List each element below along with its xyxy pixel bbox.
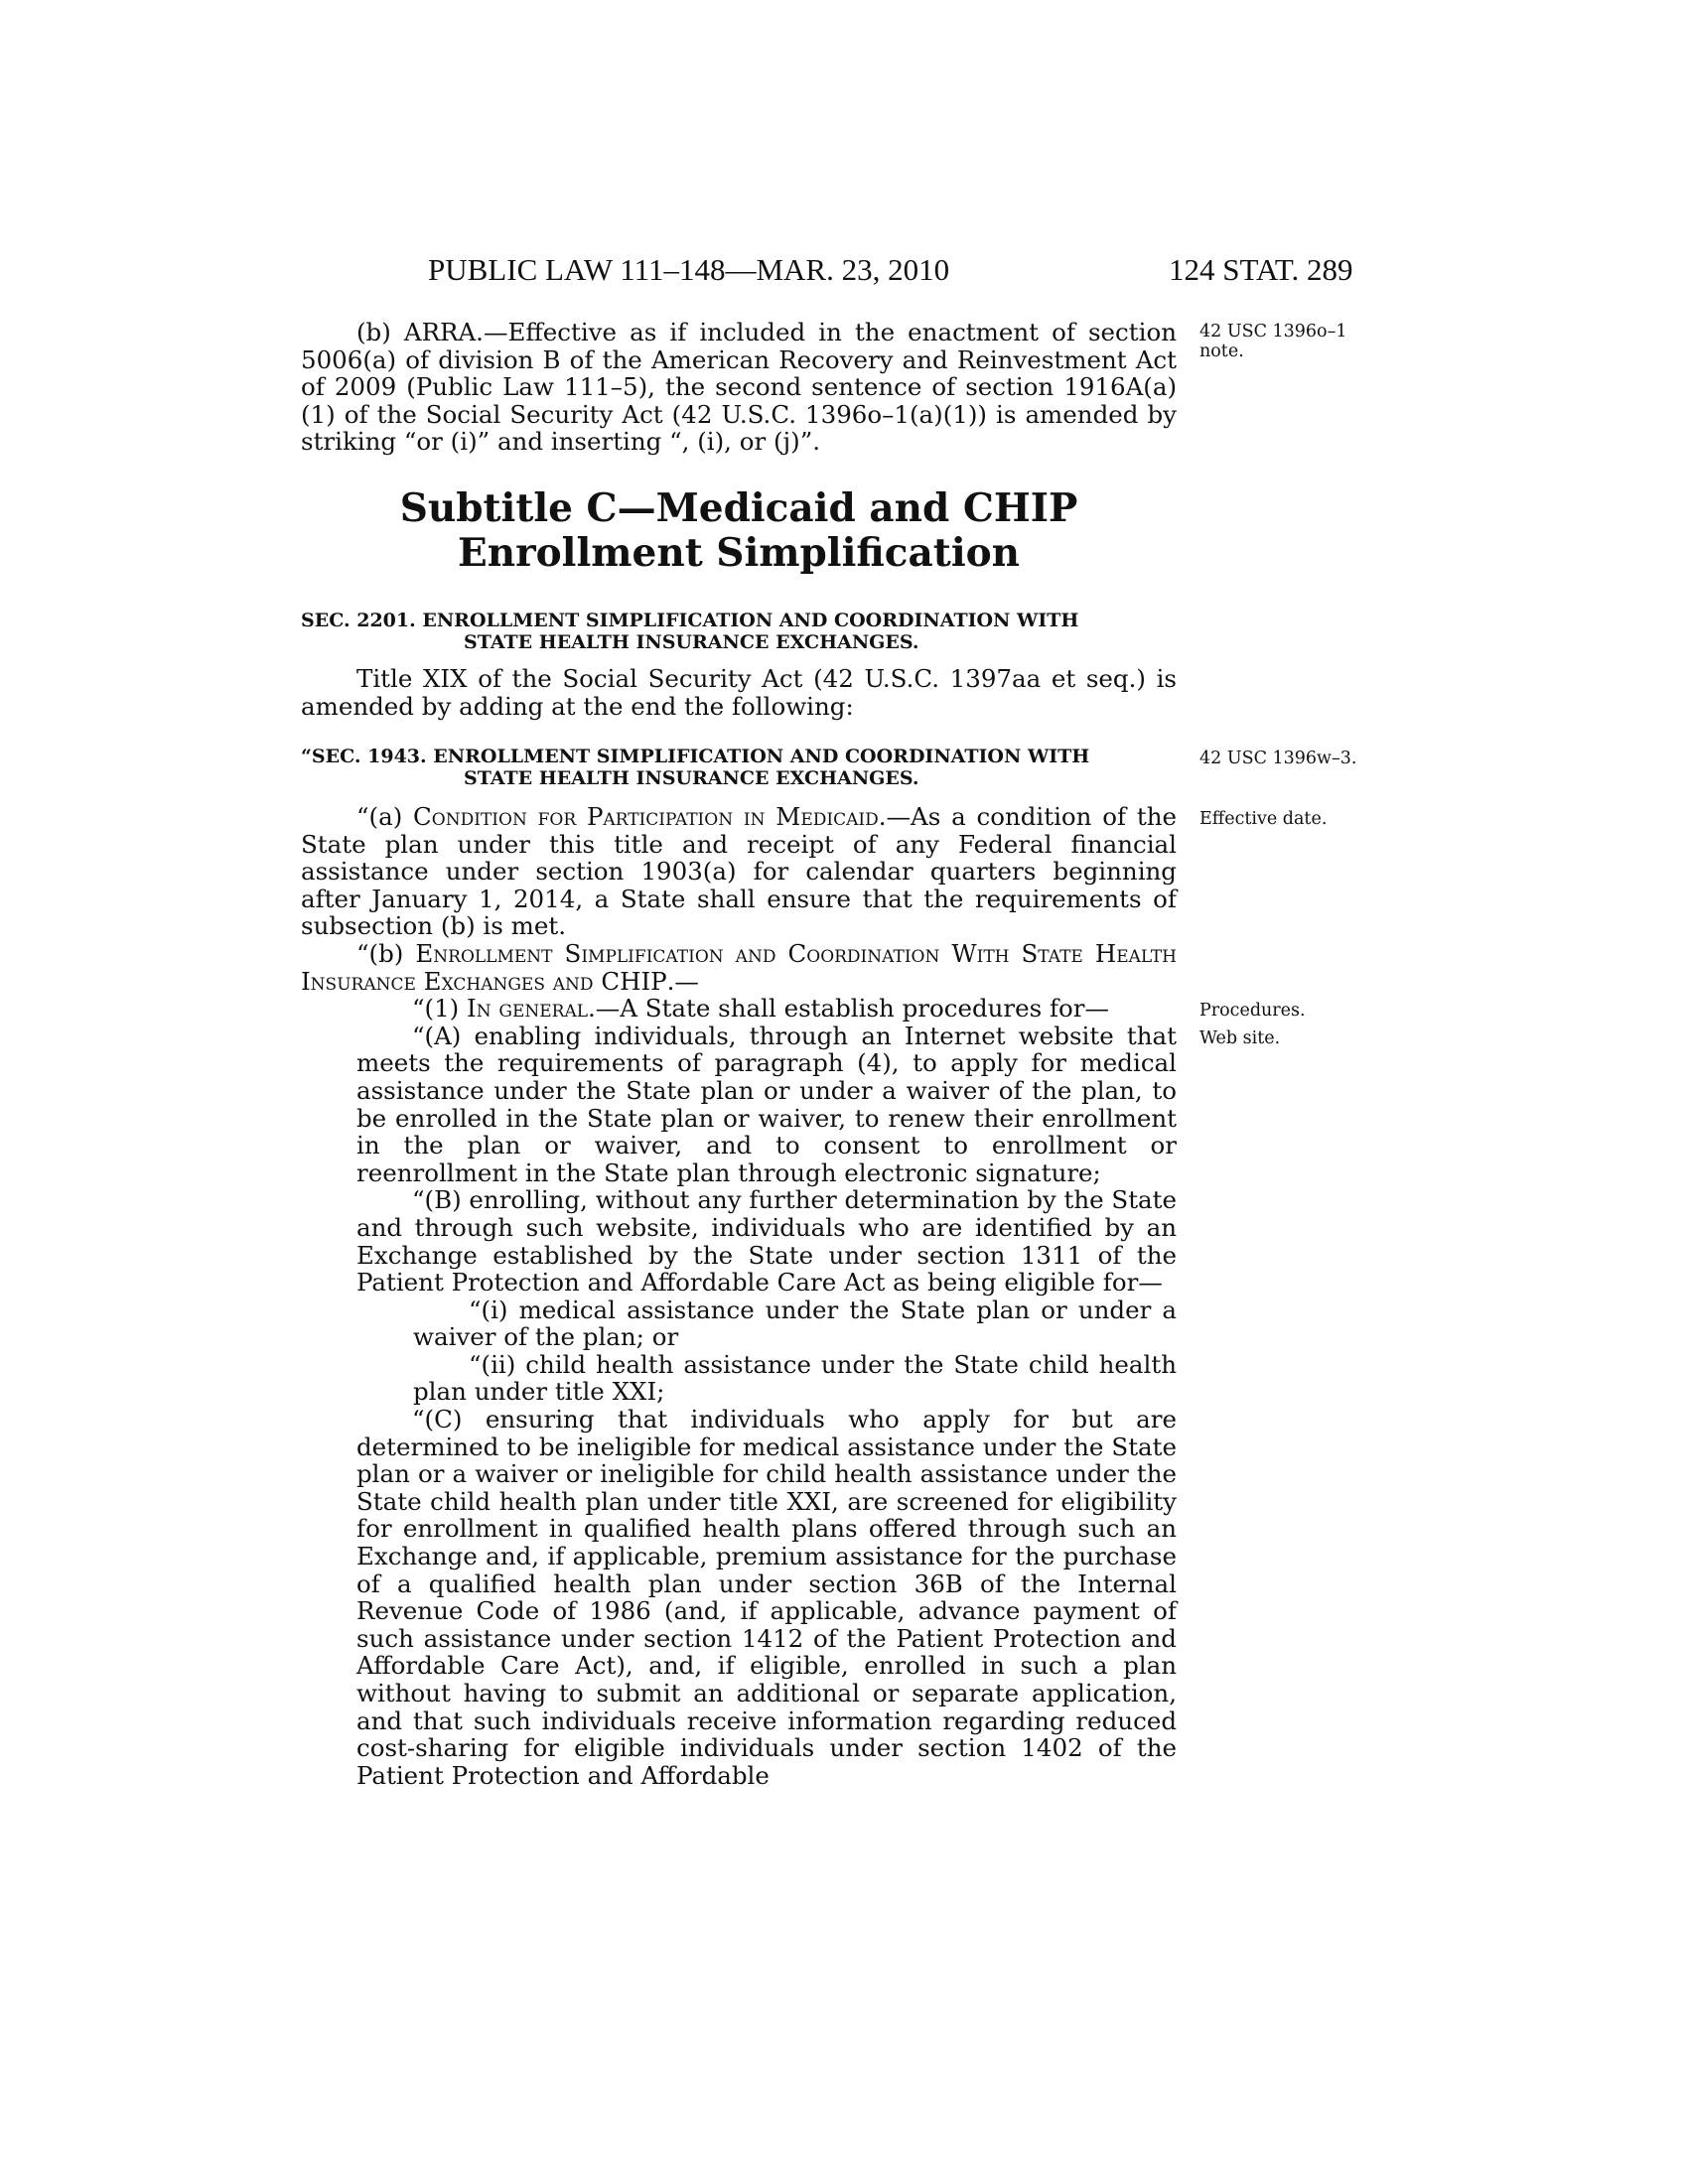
paragraph-b1: “(1) In general.—A State shall establish procedures for— xyxy=(412,994,1110,1024)
margin-note-usc-1396w: 42 USC 1396w–3. xyxy=(1199,749,1357,768)
section-1943-body xyxy=(301,803,1177,1789)
subtitle-line-2: Enrollment Simplification xyxy=(457,530,1020,576)
subsection-b: “(b) Enrollment Simplification and Coordination With State Health Insurance Exchanges and CHIP.— xyxy=(301,938,1177,996)
section-1943-heading xyxy=(301,746,1177,789)
clause-B-ii: “(ii) child health assistance under the State child health plan under title XXI; xyxy=(413,1349,1177,1407)
section-2201-intro-block xyxy=(301,665,1177,720)
subsection-b-caption: Enrollment Simplification and Coordination With State Health Insurance Exchanges and CHIP xyxy=(301,938,1177,996)
margin-note-line: note. xyxy=(1199,341,1244,361)
subparagraph-A: “(A) enabling individuals, through an Internet website that meets the requirements of paragraph (4), to apply for medical assistance under the State plan or under a waiver of the plan, to be enrolled in the State plan or waiver, to renew their enrollment in the plan or waiver, and to consent to enrollment or reenrollment in the State plan through electronic signature; xyxy=(356,1021,1177,1187)
subsection-a: “(a) Condition for Participation in Medicaid.—As a condition of the State plan under this title and receipt of any Federal financial assistance under section 1903(a) for calendar quarters beginning after January 1, 2014, a State shall ensure that the requirements of subsection (b) is met. xyxy=(301,802,1177,941)
subparagraph-C: “(C) ensuring that individuals who apply for but are determined to be ineligible for medical assistance under the State plan or a waiver or ineligible for child health assistance under the State child health plan under title XXI, are screened for eligibility for enrollment in qualified health plans offered through such an Exchange and, if applicable, premium assistance for the purchase of a qualified health plan under section 36B of the Internal Revenue Code of 1986 (and, if applicable, advance payment of such assistance under section 1412 of the Patient Protection and Affordable Care Act), and, if eligible, enrolled in such a plan without having to submit an additional or separate application, and that such individuals receive information regarding reduced cost-sharing for eligible individuals under section 1402 of the Patient Protection and Affordable xyxy=(356,1405,1177,1790)
clause-B-i: “(i) medical assistance under the State plan or under a waiver of the plan; or xyxy=(413,1295,1177,1352)
subsection-a-caption: Condition for Participation in Medicaid xyxy=(413,802,879,831)
paragraph-b1-caption: In general xyxy=(467,994,589,1024)
section-2201-heading xyxy=(301,610,1177,653)
section-heading-line-2: STATE HEALTH INSURANCE EXCHANGES. xyxy=(464,767,919,789)
paragraph-b-arra: (b) ARRA.—Effective as if included in the enactment of section 5006(a) of division B of the American Recovery and Reinvestment Act of 2009 (Public Law 111–5), the second sentence of section 1916A(a)(1) of the Social Security Act (42 U.S.C. 1396o–1(a)(1)) is amended by striking “or (i)” and inserting “, (i), or (j)”. xyxy=(301,318,1177,457)
margin-note-effective-date: Effective date. xyxy=(1199,809,1328,829)
running-header-left: PUBLIC LAW 111–148—MAR. 23, 2010 xyxy=(428,252,950,287)
subtitle-line-1: Subtitle C—Medicaid and CHIP xyxy=(399,485,1078,531)
section-heading-line-1: SEC. 2201. ENROLLMENT SIMPLIFICATION AND COORDINATION WITH xyxy=(301,610,1079,631)
subtitle-heading xyxy=(301,486,1177,576)
page-number: 124 STAT. 289 xyxy=(1169,252,1353,287)
section-heading-line-2: STATE HEALTH INSURANCE EXCHANGES. xyxy=(464,631,919,653)
paragraph-b-arra-block xyxy=(301,319,1177,456)
section-heading-line-1: “SEC. 1943. ENROLLMENT SIMPLIFICATION AND COORDINATION WITH xyxy=(301,746,1090,767)
subparagraph-B: “(B) enrolling, without any further determination by the State and through such website, individuals who are identified by an Exchange established by the State under section 1311 of the Patient Protection and Affordable Care Act as being eligible for— xyxy=(356,1185,1178,1297)
margin-note-website: Web site. xyxy=(1199,1028,1281,1048)
margin-note-procedures: Procedures. xyxy=(1199,1001,1306,1021)
margin-note-line: 42 USC 1396o–1 xyxy=(1199,322,1347,341)
section-2201-intro: Title XIX of the Social Security Act (42 U.S.C. 1397aa et seq.) is amended by adding at the end the following: xyxy=(301,664,1177,721)
margin-note-usc-1396o xyxy=(1199,322,1346,361)
